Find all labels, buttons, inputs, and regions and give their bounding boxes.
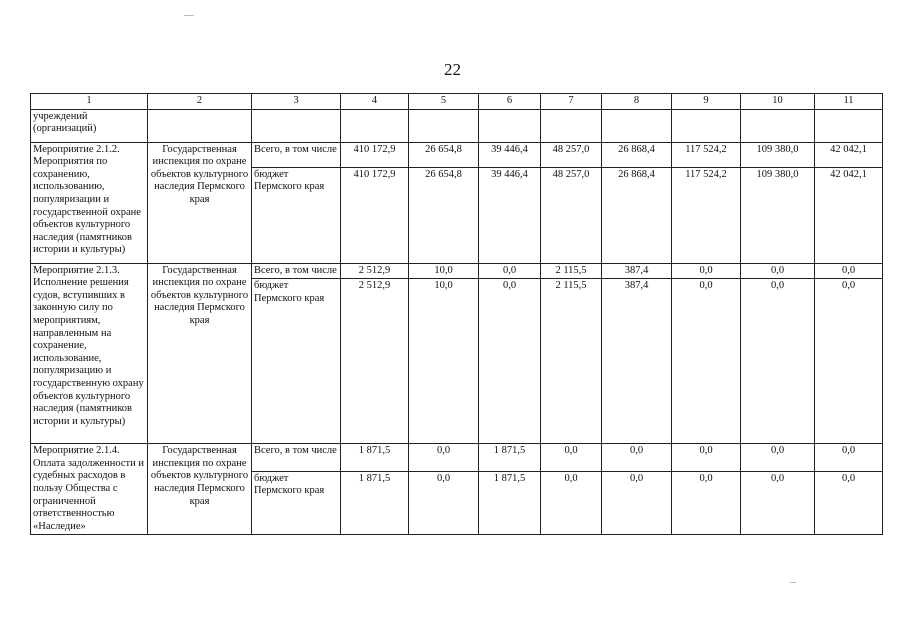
value-cell: 48 257,0	[541, 142, 602, 167]
value-cell: 26 654,8	[409, 142, 479, 167]
column-number-row	[31, 94, 883, 110]
column-number: 3	[252, 94, 341, 110]
scan-mark	[790, 582, 796, 583]
column-number: 11	[815, 94, 883, 110]
value-cell: 26 868,4	[602, 167, 672, 263]
table-row	[31, 444, 883, 472]
value-cell: 117 524,2	[672, 167, 741, 263]
continuation-row	[31, 109, 883, 142]
value-cell: 0,0	[672, 471, 741, 535]
executor-name: Государственная инспекция по охране объектов культурного наследия Пермского края	[148, 263, 252, 444]
activity-name: Мероприятие 2.1.3. Исполнение решения судов, вступивших в законную силу по мероприятиям, направленным на сохранение, использование, популяризацию и государственную охрану объектов культурного наследия (памятников истории и культуры)	[31, 263, 148, 444]
column-number: 5	[409, 94, 479, 110]
column-number: 10	[741, 94, 815, 110]
executor-name: Государственная инспекция по охране объектов культурного наследия Пермского края	[148, 444, 252, 535]
value-cell: 26 654,8	[409, 167, 479, 263]
value-cell: 39 446,4	[479, 167, 541, 263]
executor-name: Государственная инспекция по охране объектов культурного наследия Пермского края	[148, 142, 252, 263]
value-cell: 0,0	[815, 471, 883, 535]
funding-source: Всего, в том числе	[252, 263, 341, 279]
value-cell: 1 871,5	[479, 444, 541, 472]
value-cell: 0,0	[815, 279, 883, 444]
activity-name: Мероприятие 2.1.4. Оплата задолженности и судебных расходов в пользу Общества с ограниченной ответственностью «Наследие»	[31, 444, 148, 535]
value-cell: 1 871,5	[479, 471, 541, 535]
continuation-text: учреждений (организаций)	[31, 109, 148, 142]
value-cell: 1 871,5	[341, 444, 409, 472]
value-cell: 0,0	[541, 444, 602, 472]
column-number: 4	[341, 94, 409, 110]
value-cell: 42 042,1	[815, 167, 883, 263]
value-cell: 0,0	[672, 444, 741, 472]
budget-table	[30, 93, 883, 535]
column-number: 7	[541, 94, 602, 110]
value-cell: 109 380,0	[741, 142, 815, 167]
value-cell: 387,4	[602, 263, 672, 279]
column-number: 6	[479, 94, 541, 110]
value-cell: 10,0	[409, 279, 479, 444]
value-cell: 0,0	[479, 263, 541, 279]
column-number: 1	[31, 94, 148, 110]
value-cell: 48 257,0	[541, 167, 602, 263]
column-number: 8	[602, 94, 672, 110]
table-row	[31, 142, 883, 167]
value-cell: 0,0	[741, 279, 815, 444]
column-number: 9	[672, 94, 741, 110]
value-cell: 0,0	[541, 471, 602, 535]
funding-source: Всего, в том числе	[252, 142, 341, 167]
value-cell: 39 446,4	[479, 142, 541, 167]
value-cell: 0,0	[672, 263, 741, 279]
value-cell: 2 115,5	[541, 263, 602, 279]
value-cell: 10,0	[409, 263, 479, 279]
value-cell: 0,0	[741, 444, 815, 472]
table-row	[31, 263, 883, 279]
value-cell: 0,0	[815, 263, 883, 279]
value-cell: 0,0	[479, 279, 541, 444]
funding-source: бюджет Пермского края	[252, 471, 341, 535]
value-cell: 387,4	[602, 279, 672, 444]
scan-mark	[184, 15, 194, 16]
value-cell: 1 871,5	[341, 471, 409, 535]
value-cell: 410 172,9	[341, 142, 409, 167]
value-cell: 26 868,4	[602, 142, 672, 167]
value-cell: 0,0	[672, 279, 741, 444]
value-cell: 109 380,0	[741, 167, 815, 263]
funding-source: бюджет Пермского края	[252, 167, 341, 263]
value-cell: 2 115,5	[541, 279, 602, 444]
value-cell: 0,0	[741, 471, 815, 535]
value-cell: 117 524,2	[672, 142, 741, 167]
value-cell: 0,0	[815, 444, 883, 472]
value-cell: 0,0	[409, 444, 479, 472]
value-cell: 410 172,9	[341, 167, 409, 263]
value-cell: 2 512,9	[341, 263, 409, 279]
activity-name: Мероприятие 2.1.2. Мероприятия по сохранению, использованию, популяризации и государственной охране объектов культурного наследия (памятников истории и культуры)	[31, 142, 148, 263]
value-cell: 2 512,9	[341, 279, 409, 444]
value-cell: 0,0	[741, 263, 815, 279]
value-cell: 0,0	[602, 471, 672, 535]
page-number: 22	[444, 60, 461, 79]
column-number: 2	[148, 94, 252, 110]
funding-source: Всего, в том числе	[252, 444, 341, 472]
funding-source: бюджет Пермского края	[252, 279, 341, 444]
value-cell: 42 042,1	[815, 142, 883, 167]
value-cell: 0,0	[409, 471, 479, 535]
value-cell: 0,0	[602, 444, 672, 472]
